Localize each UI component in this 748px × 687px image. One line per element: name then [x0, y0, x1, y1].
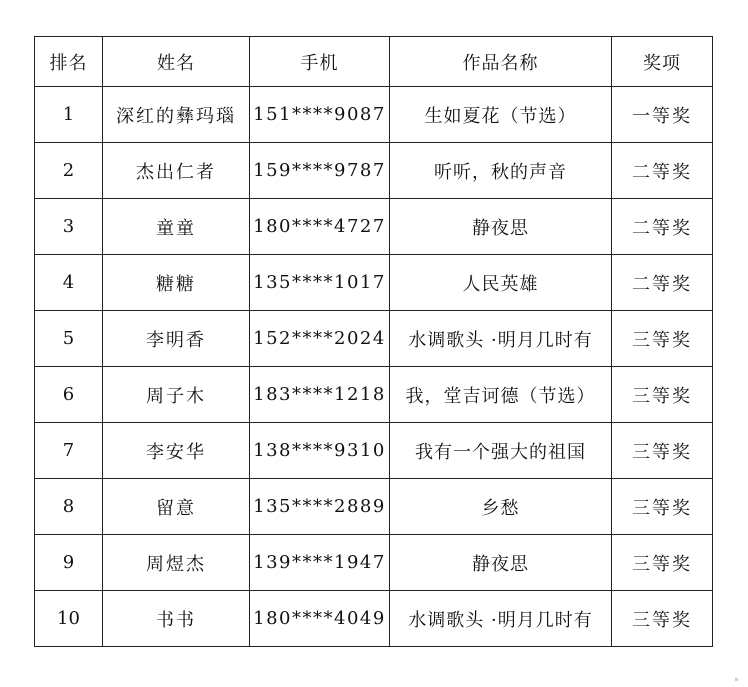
name-cell: 周子木 — [103, 367, 250, 423]
name-cell: 李明香 — [103, 311, 250, 367]
award-cell: 三等奖 — [612, 367, 713, 423]
table-row — [35, 311, 713, 367]
phone-cell: 138****9310 — [250, 423, 390, 479]
work-cell: 听听，秋的声音 — [390, 143, 612, 199]
table-row — [35, 87, 713, 143]
award-cell: 三等奖 — [612, 479, 713, 535]
name-cell: 深红的彝玛瑙 — [103, 87, 250, 143]
award-cell: 二等奖 — [612, 143, 713, 199]
name-cell: 留意 — [103, 479, 250, 535]
table-row — [35, 143, 713, 199]
table-row — [35, 535, 713, 591]
phone-cell: 139****1947 — [250, 535, 390, 591]
work-cell: 生如夏花（节选） — [390, 87, 612, 143]
name-cell: 童童 — [103, 199, 250, 255]
phone-cell: 135****1017 — [250, 255, 390, 311]
phone-cell: 135****2889 — [250, 479, 390, 535]
award-cell: 三等奖 — [612, 311, 713, 367]
work-cell: 我有一个强大的祖国 — [390, 423, 612, 479]
name-cell: 糖糖 — [103, 255, 250, 311]
award-cell: 二等奖 — [612, 199, 713, 255]
rank-cell: 2 — [35, 143, 103, 199]
table-row — [35, 479, 713, 535]
work-cell: 水调歌头 ·明月几时有 — [390, 311, 612, 367]
name-cell: 李安华 — [103, 423, 250, 479]
work-cell: 水调歌头 ·明月几时有 — [390, 591, 612, 647]
table-row — [35, 367, 713, 423]
award-cell: 一等奖 — [612, 87, 713, 143]
header-rank: 排名 — [35, 37, 103, 87]
rank-cell: 6 — [35, 367, 103, 423]
corner-mark — [735, 678, 738, 681]
rank-cell: 8 — [35, 479, 103, 535]
header-award: 奖项 — [612, 37, 713, 87]
award-results-table — [34, 36, 713, 647]
award-cell: 二等奖 — [612, 255, 713, 311]
award-cell: 三等奖 — [612, 423, 713, 479]
award-cell: 三等奖 — [612, 591, 713, 647]
phone-cell: 180****4049 — [250, 591, 390, 647]
phone-cell: 152****2024 — [250, 311, 390, 367]
name-cell: 杰出仁者 — [103, 143, 250, 199]
award-cell: 三等奖 — [612, 535, 713, 591]
table-row — [35, 199, 713, 255]
work-cell: 静夜思 — [390, 199, 612, 255]
work-cell: 人民英雄 — [390, 255, 612, 311]
name-cell: 周煜杰 — [103, 535, 250, 591]
phone-cell: 159****9787 — [250, 143, 390, 199]
rank-cell: 1 — [35, 87, 103, 143]
name-cell: 书书 — [103, 591, 250, 647]
work-cell: 静夜思 — [390, 535, 612, 591]
work-cell: 乡愁 — [390, 479, 612, 535]
table-row — [35, 591, 713, 647]
rank-cell: 10 — [35, 591, 103, 647]
rank-cell: 3 — [35, 199, 103, 255]
work-cell: 我，堂吉诃德（节选） — [390, 367, 612, 423]
table-row — [35, 423, 713, 479]
header-phone: 手机 — [250, 37, 390, 87]
header-name: 姓名 — [103, 37, 250, 87]
rank-cell: 5 — [35, 311, 103, 367]
table-header-row — [35, 37, 713, 87]
rank-cell: 9 — [35, 535, 103, 591]
rank-cell: 4 — [35, 255, 103, 311]
rank-cell: 7 — [35, 423, 103, 479]
phone-cell: 180****4727 — [250, 199, 390, 255]
phone-cell: 151****9087 — [250, 87, 390, 143]
phone-cell: 183****1218 — [250, 367, 390, 423]
header-work: 作品名称 — [390, 37, 612, 87]
table-row — [35, 255, 713, 311]
